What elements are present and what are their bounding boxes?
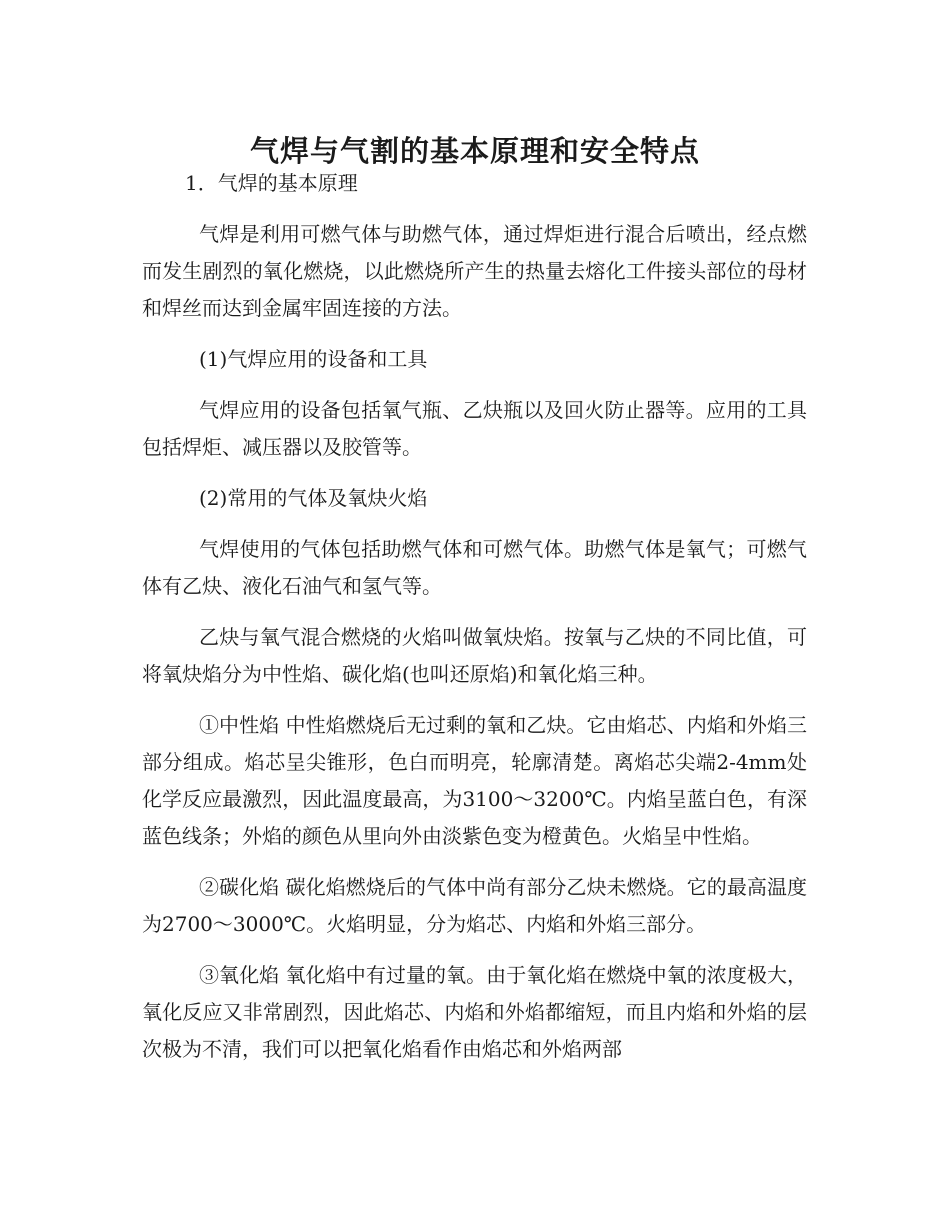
section-heading: 1．气焊的基本原理 xyxy=(185,171,358,195)
subsection-heading: (1)气焊应用的设备和工具 xyxy=(199,347,428,371)
document-body xyxy=(142,165,807,1082)
paragraph: 气焊应用的设备包括氧气瓶、乙炔瓶以及回火防止器等。应用的工具包括焊炬、减压器以及胶管等。 xyxy=(142,398,807,459)
subsection-heading: (2)常用的气体及氧炔火焰 xyxy=(199,486,428,510)
paragraph: ①中性焰 中性焰燃烧后无过剩的氧和乙炔。它由焰芯、内焰和外焰三部分组成。焰芯呈尖锥形，色白而明亮，轮廓清楚。离焰芯尖端2-4mm处化学反应最激烈，因此温度最高，为3100～3200℃。内焰呈蓝白色，有深蓝色线条；外焰的颜色从里向外由淡紫色变为橙黄色。火焰呈中性焰。 xyxy=(142,713,807,848)
paragraph: 气焊是利用可燃气体与助燃气体，通过焊炬进行混合后喷出，经点燃而发生剧烈的氧化燃烧，以此燃烧所产生的热量去熔化工件接头部位的母材和焊丝而达到金属牢固连接的方法。 xyxy=(142,222,807,320)
paragraph: ③氧化焰 氧化焰中有过量的氧。由于氧化焰在燃烧中氧的浓度极大，氧化反应又非常剧烈，因此焰芯、内焰和外焰都缩短，而且内焰和外焰的层次极为不清，我们可以把氧化焰看作由焰芯和外焰两部 xyxy=(142,963,807,1061)
paragraph: 气焊使用的气体包括助燃气体和可燃气体。助燃气体是氧气；可燃气体有乙炔、液化石油气和氢气等。 xyxy=(142,537,807,598)
paragraph: 乙炔与氧气混合燃烧的火焰叫做氧炔焰。按氧与乙炔的不同比值，可将氧炔焰分为中性焰、碳化焰(也叫还原焰)和氧化焰三种。 xyxy=(142,625,807,686)
page-title: 气焊与气割的基本原理和安全特点 xyxy=(249,134,700,169)
paragraph: ②碳化焰 碳化焰燃烧后的气体中尚有部分乙炔未燃烧。它的最高温度为2700～3000℃。火焰明显，分为焰芯、内焰和外焰三部分。 xyxy=(142,875,807,936)
